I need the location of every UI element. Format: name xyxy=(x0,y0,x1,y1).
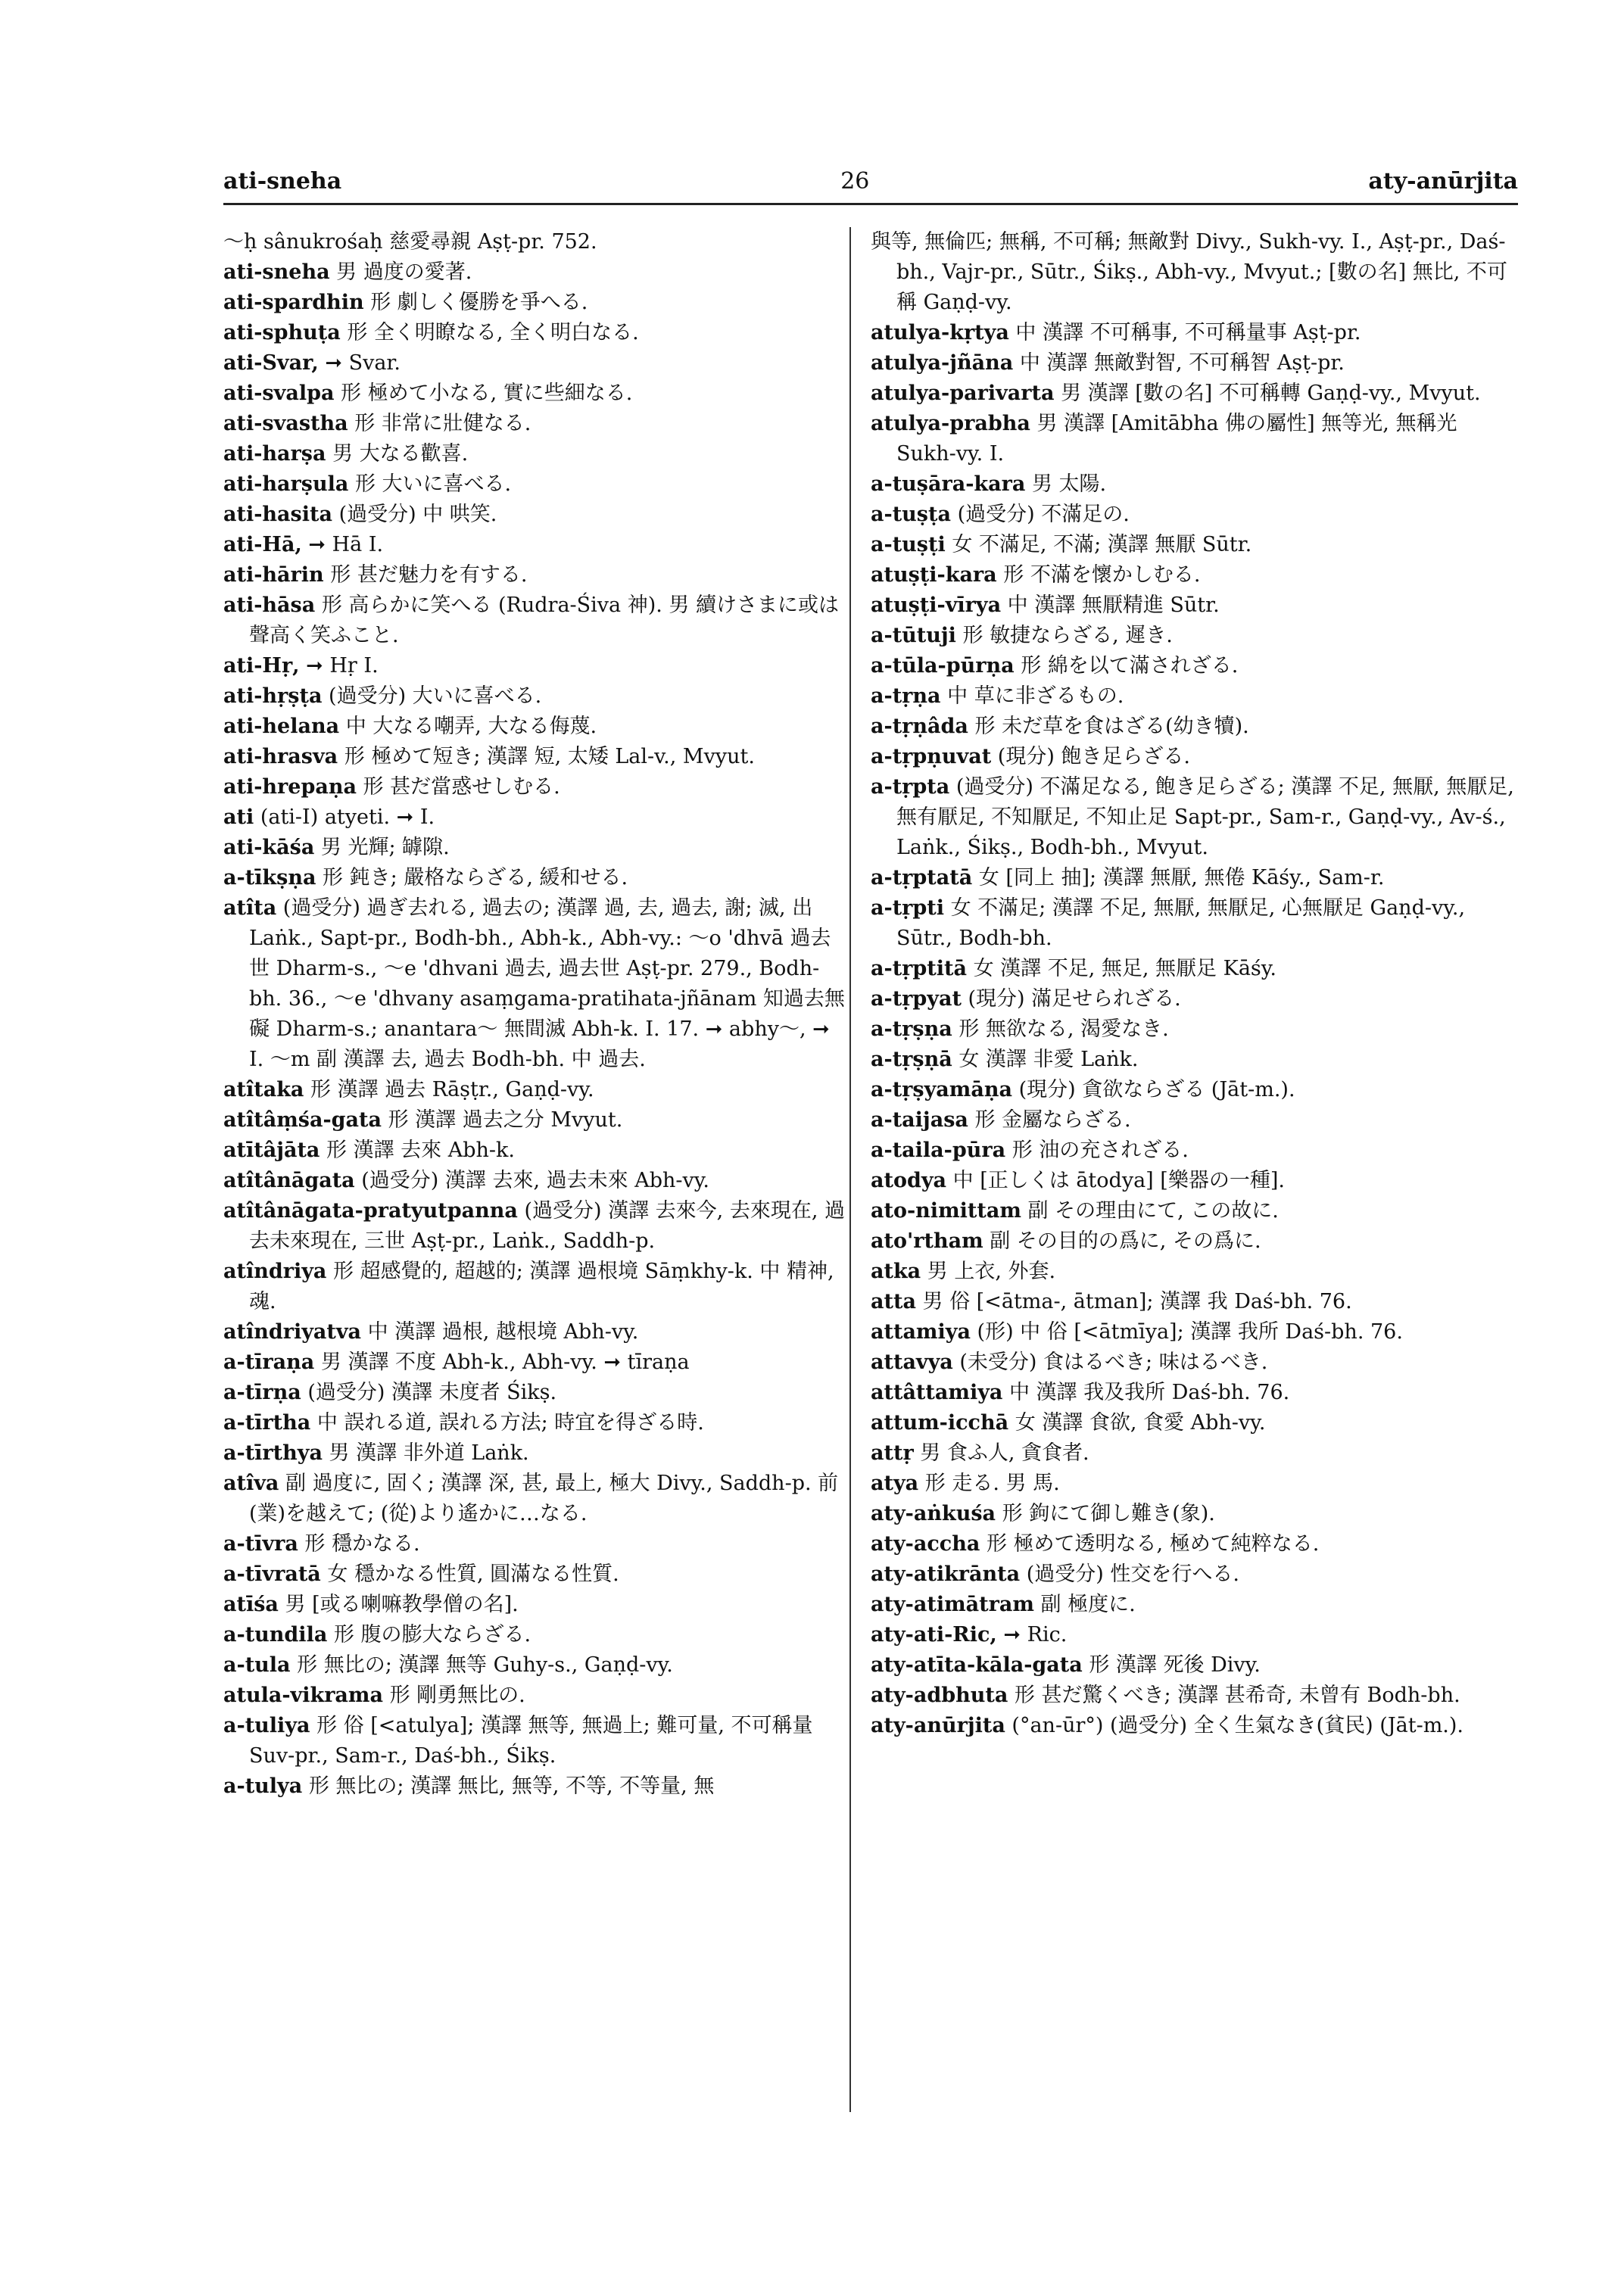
dictionary-entry xyxy=(871,1559,1514,1590)
dictionary-entry xyxy=(871,1014,1514,1045)
entry-definition: 形 漢譯 過去之分 Mvyut. xyxy=(382,1108,623,1132)
entry-headword: atta xyxy=(871,1290,916,1313)
dictionary-entry xyxy=(871,1378,1514,1408)
entry-definition: 副 その目的の爲に, その爲に. xyxy=(983,1229,1261,1253)
entry-definition: 女 漢譯 不足, 無足, 無厭足 Kāśy. xyxy=(966,957,1277,980)
dictionary-entry xyxy=(871,863,1514,893)
entry-headword: attamiya xyxy=(871,1320,971,1344)
dictionary-entry xyxy=(871,1287,1514,1317)
dictionary-entry xyxy=(223,1317,848,1347)
dictionary-entry xyxy=(871,621,1514,651)
entry-headword: atîta xyxy=(223,896,277,920)
dictionary-entry xyxy=(871,1499,1514,1529)
dictionary-entry xyxy=(871,1317,1514,1347)
entry-definition: (過受分) 中 哄笑. xyxy=(332,503,497,526)
entry-definition: 形 極めて小なる, 實に些細なる. xyxy=(334,382,633,405)
entry-definition: 形 大いに喜べる. xyxy=(348,472,512,496)
dictionary-entry xyxy=(223,742,848,772)
entry-definition: 副 その理由にて, この故に. xyxy=(1021,1199,1279,1223)
entry-definition: 形 漢譯 死後 Divy. xyxy=(1082,1653,1261,1677)
entry-definition: 形 超感覺的, 超越的; 漢譯 過根境 Sāṃkhy-k. 中 精神, 魂. xyxy=(249,1260,834,1313)
dictionary-entry xyxy=(871,227,1514,318)
entry-definition: 女 不滿足, 不滿; 漢譯 無厭 Sūtr. xyxy=(945,533,1252,556)
entry-definition: (過受分) 不滿足の. xyxy=(950,503,1130,526)
entry-definition: (現分) 貪欲ならざる (Jāt-m.). xyxy=(1011,1078,1295,1101)
entry-headword: attavya xyxy=(871,1351,953,1374)
entry-definition: 男 [或る喇嘛教學僧の名]. xyxy=(278,1593,519,1616)
dictionary-entry xyxy=(871,1529,1514,1559)
page-header xyxy=(223,168,1518,206)
entry-headword: a-tuliya xyxy=(223,1714,310,1737)
entry-definition: 中 大なる嘲弄, 大なる侮蔑. xyxy=(339,715,597,738)
dictionary-entry xyxy=(871,469,1514,500)
dictionary-entry xyxy=(871,590,1514,621)
dictionary-entry xyxy=(223,1075,848,1105)
dictionary-entry xyxy=(871,712,1514,742)
dictionary-entry xyxy=(223,1105,848,1136)
entry-headword: ati-spardhin xyxy=(223,291,364,314)
entry-definition: (ati-I) atyeti. ➞ I. xyxy=(254,805,435,829)
entry-definition: 形 綿を以て滿されざる. xyxy=(1014,654,1239,678)
entry-definition: 形 甚だ魅力を有する. xyxy=(323,563,528,587)
entry-headword: ati-hrepaṇa xyxy=(223,775,357,799)
entry-definition: 形 全く明瞭なる, 全く明白なる. xyxy=(340,321,639,344)
entry-definition: 男 食ふ人, 貪食者. xyxy=(913,1441,1089,1465)
dictionary-entry xyxy=(871,1408,1514,1438)
entry-definition: (現分) 滿足せられざる. xyxy=(961,987,1181,1011)
dictionary-entry xyxy=(223,227,848,257)
entry-headword: atîtâṃśa-gata xyxy=(223,1108,382,1132)
entry-headword: a-tuṣṭa xyxy=(871,503,951,526)
dictionary-entry xyxy=(871,651,1514,681)
entry-definition: 形 極めて短き; 漢譯 短, 太矮 Lal-v., Mvyut. xyxy=(338,745,755,768)
entry-headword: attâttamiya xyxy=(871,1381,1003,1404)
entry-definition: 形 未だ草を食はざる(幼き犢). xyxy=(968,715,1249,738)
dictionary-entry xyxy=(871,409,1514,469)
entry-headword: atulya-parivarta xyxy=(871,382,1055,405)
entry-headword: attṛ xyxy=(871,1441,914,1465)
entry-headword: aty-anūrjita xyxy=(871,1714,1005,1737)
entry-headword: atîndriya xyxy=(223,1260,327,1283)
header-left-guideword: ati-sneha xyxy=(223,168,342,195)
entry-headword: ati xyxy=(223,805,254,829)
dictionary-entry xyxy=(223,1469,848,1529)
entry-definition: 形 穩かなる. xyxy=(298,1532,420,1556)
entry-definition: 〜ḥ sânukrośaḥ 慈愛尋親 Aṣṭ-pr. 752. xyxy=(223,230,597,254)
entry-headword: a-tṛpti xyxy=(871,896,945,920)
entry-headword: a-tṛṣyamāṇa xyxy=(871,1078,1012,1101)
dictionary-entry xyxy=(871,1196,1514,1226)
entry-definition: 與等, 無倫匹; 無稱, 不可稱; 無敵對 Divy., Sukh-vy. I., Aṣṭ-pr., Daś-bh., Vajr-pr., Sūtr., Śikṣ., Abh-vy., Mvyut.; [數の名] 無比, 不可稱 Gaṇḍ-vy. xyxy=(871,230,1507,314)
entry-headword: a-tūtuji xyxy=(871,624,956,647)
entry-definition: 形 敏捷ならざる, 遲き. xyxy=(955,624,1173,647)
entry-headword: atodya xyxy=(871,1169,947,1192)
dictionary-entry xyxy=(223,1681,848,1711)
entry-headword: atya xyxy=(871,1472,919,1495)
entry-definition: 形 劇しく優勝を爭へる. xyxy=(363,291,588,314)
entry-definition: (過受分) 漢譯 去來今, 去來現在, 過去未來現在, 三世 Aṣṭ-pr., Laṅk., Saddh-p. xyxy=(249,1199,846,1253)
entry-definition: 形 剛勇無比の. xyxy=(383,1684,525,1707)
dictionary-entry xyxy=(871,1045,1514,1075)
entry-headword: ato'rtham xyxy=(871,1229,983,1253)
entry-definition: 中 漢譯 不可稱事, 不可稱量事 Aṣṭ-pr. xyxy=(1008,321,1361,344)
dictionary-entry xyxy=(871,1620,1514,1650)
entry-headword: atulya-kṛtya xyxy=(871,321,1009,344)
entry-headword: aty-adbhuta xyxy=(871,1684,1008,1707)
dictionary-entry xyxy=(223,1408,848,1438)
entry-headword: atîtânāgata-pratyutpanna xyxy=(223,1199,518,1223)
entry-definition: 副 過度に, 固く; 漢譯 深, 甚, 最上, 極大 Divy., Saddh-p. 前 (業)を越えて; (從)より遙かに…なる. xyxy=(249,1472,839,1525)
right-column xyxy=(871,227,1514,1741)
entry-definition: 中 漢譯 無敵對智, 不可稱智 Aṣṭ-pr. xyxy=(1013,351,1345,375)
entry-headword: a-tṛṣṇā xyxy=(871,1048,952,1071)
entry-definition: 形 高らかに笑へる (Rudra-Śiva 神). 男 續けさまに或は聲高く笑ふこと. xyxy=(249,594,840,647)
entry-headword: a-tṛṇa xyxy=(871,684,941,708)
entry-headword: a-tula xyxy=(223,1653,291,1677)
entry-headword: aty-aṅkuśa xyxy=(871,1502,996,1525)
dictionary-entry xyxy=(223,348,848,379)
entry-headword: a-tṛpṇuvat xyxy=(871,745,992,768)
entry-headword: a-tūla-pūrṇa xyxy=(871,654,1015,678)
dictionary-entry xyxy=(871,500,1514,530)
dictionary-entry xyxy=(223,863,848,893)
entry-definition: 中 漢譯 我及我所 Daś-bh. 76. xyxy=(1002,1381,1290,1404)
entry-definition: 男 漢譯 [數の名] 不可稱轉 Gaṇḍ-vy., Mvyut. xyxy=(1054,382,1481,405)
dictionary-entry xyxy=(871,1105,1514,1136)
entry-headword: a-tīraṇa xyxy=(223,1351,315,1374)
entry-definition: ➞ Hṛ I. xyxy=(299,654,379,678)
entry-definition: 形 不滿を懷かしむる. xyxy=(996,563,1201,587)
dictionary-entry xyxy=(871,1166,1514,1196)
dictionary-entry xyxy=(223,681,848,712)
entry-headword: a-tīrthya xyxy=(223,1441,323,1465)
dictionary-entry xyxy=(871,348,1514,379)
entry-headword: a-tīrtha xyxy=(223,1411,311,1435)
entry-definition: ➞ Ric. xyxy=(996,1623,1068,1647)
entry-headword: a-tṛpta xyxy=(871,775,950,799)
entry-headword: atuṣṭi-kara xyxy=(871,563,997,587)
entry-definition: 副 極度に. xyxy=(1033,1593,1136,1616)
entry-definition: ➞ Svar. xyxy=(318,351,401,375)
entry-definition: (過受分) 過ぎ去れる, 過去の; 漢譯 過, 去, 過去, 謝; 滅, 出 Laṅk., Sapt-pr., Bodh-bh., Abh-k., Abh-vy.: 〜o 'dhvā 過去世 Dharm-s., 〜e 'dhvani 過去, 過去世 Aṣṭ-pr. 279., Bodh-bh. 36., 〜e 'dhvany asaṃgama-pratihata-jñānam 知過去無礙 Dharm-s.; anantara〜 無間滅 Abh-k. I. 17. ➞ abhy〜, ➞ I. 〜m 副 漢譯 去, 過去 Bodh-bh. 中 過去. xyxy=(249,896,845,1071)
entry-definition: 中 漢譯 過根, 越根境 Abh-vy. xyxy=(361,1320,639,1344)
dictionary-entry xyxy=(871,893,1514,954)
dictionary-entry xyxy=(223,409,848,439)
dictionary-entry xyxy=(871,1650,1514,1681)
entry-headword: a-tīvratā xyxy=(223,1562,321,1586)
page-number: 26 xyxy=(840,168,870,195)
dictionary-entry xyxy=(871,1469,1514,1499)
dictionary-entry xyxy=(223,1711,848,1771)
column-divider xyxy=(849,227,851,2112)
entry-definition: 形 極めて透明なる, 極めて純粹なる. xyxy=(980,1532,1320,1556)
dictionary-entry xyxy=(223,1257,848,1317)
dictionary-entry xyxy=(871,379,1514,409)
entry-headword: aty-ati-Ric, xyxy=(871,1623,997,1647)
entry-headword: atītâjāta xyxy=(223,1139,320,1162)
entry-headword: ati-harṣa xyxy=(223,442,326,466)
dictionary-entry xyxy=(871,1226,1514,1257)
dictionary-entry xyxy=(871,1590,1514,1620)
dictionary-entry xyxy=(871,1136,1514,1166)
entry-headword: atîtaka xyxy=(223,1078,304,1101)
dictionary-entry xyxy=(871,1075,1514,1105)
entry-headword: atuṣṭi-vīrya xyxy=(871,594,1002,617)
entry-headword: ati-helana xyxy=(223,715,340,738)
entry-headword: ati-sneha xyxy=(223,260,330,284)
entry-headword: atula-vikrama xyxy=(223,1684,383,1707)
dictionary-entry xyxy=(223,1590,848,1620)
entry-headword: ati-hārin xyxy=(223,563,324,587)
entry-headword: ati-svastha xyxy=(223,412,348,435)
dictionary-entry xyxy=(871,1257,1514,1287)
dictionary-entry xyxy=(871,681,1514,712)
entry-definition: (過受分) 性交を行へる. xyxy=(1020,1562,1239,1586)
entry-headword: a-tuṣāra-kara xyxy=(871,472,1026,496)
dictionary-entry xyxy=(223,772,848,802)
entry-definition: (過受分) 不滿足なる, 飽き足らざる; 漢譯 不足, 無厭, 無厭足, 無有厭足, 不知厭足, 不知止足 Sapt-pr., Sam-r., Gaṇḍ-vy., Av-ś., Laṅk., Śikṣ., Bodh-bh., Mvyut. xyxy=(896,775,1514,859)
dictionary-entry xyxy=(871,742,1514,772)
entry-definition: 女 不滿足; 漢譯 不足, 無厭, 無厭足, 心無厭足 Gaṇḍ-vy., Sūtr., Bodh-bh. xyxy=(896,896,1466,950)
entry-headword: atîndriyatva xyxy=(223,1320,362,1344)
entry-headword: a-tuṣṭi xyxy=(871,533,946,556)
entry-definition: (過受分) 漢譯 未度者 Śikṣ. xyxy=(301,1381,557,1404)
entry-definition: 男 大なる歡喜. xyxy=(326,442,469,466)
entry-definition: 男 上衣, 外套. xyxy=(921,1260,1056,1283)
entry-definition: 男 俗 [<ātma-, ātman]; 漢譯 我 Daś-bh. 76. xyxy=(915,1290,1352,1313)
entry-headword: ati-Hā, xyxy=(223,533,302,556)
entry-definition: 形 甚だ驚くべき; 漢譯 甚希奇, 未曾有 Bodh-bh. xyxy=(1008,1684,1460,1707)
dictionary-entry xyxy=(223,318,848,348)
entry-definition: 男 太陽. xyxy=(1025,472,1107,496)
dictionary-entry xyxy=(223,1347,848,1378)
entry-definition: 男 過度の愛著. xyxy=(329,260,472,284)
dictionary-entry xyxy=(223,530,848,560)
entry-headword: attum-icchā xyxy=(871,1411,1009,1435)
dictionary-entry xyxy=(871,318,1514,348)
dictionary-entry xyxy=(871,1347,1514,1378)
entry-definition: 形 漢譯 過去 Rāṣṭr., Gaṇḍ-vy. xyxy=(304,1078,594,1101)
entry-headword: ato-nimittam xyxy=(871,1199,1021,1223)
dictionary-entry xyxy=(223,379,848,409)
dictionary-entry xyxy=(223,560,848,590)
dictionary-entry xyxy=(223,833,848,863)
dictionary-entry xyxy=(871,954,1514,984)
dictionary-entry xyxy=(223,1559,848,1590)
dictionary-entry xyxy=(223,500,848,530)
entry-definition: 中 [正しくは ātodya] [樂器の一種]. xyxy=(946,1169,1285,1192)
dictionary-entry xyxy=(223,1438,848,1469)
entry-definition: 形 鉤にて御し難き(象). xyxy=(996,1502,1215,1525)
entry-definition: ➞ Hā I. xyxy=(301,533,384,556)
entry-headword: atka xyxy=(871,1260,921,1283)
entry-definition: 女 漢譯 食欲, 食愛 Abh-vy. xyxy=(1008,1411,1266,1435)
entry-headword: aty-atikrānta xyxy=(871,1562,1021,1586)
entry-definition: (現分) 飽き足らざる. xyxy=(991,745,1191,768)
dictionary-entry xyxy=(223,1650,848,1681)
entry-headword: a-tṛpyat xyxy=(871,987,962,1011)
entry-headword: a-taila-pūra xyxy=(871,1139,1006,1162)
entry-headword: atulya-jñāna xyxy=(871,351,1014,375)
dictionary-entry xyxy=(871,1711,1514,1741)
dictionary-entry xyxy=(223,1196,848,1257)
entry-headword: ati-harṣula xyxy=(223,472,349,496)
dictionary-entry xyxy=(223,469,848,500)
entry-definition: 形 非常に壯健なる. xyxy=(348,412,531,435)
entry-definition: 中 漢譯 無厭精進 Sūtr. xyxy=(1001,594,1220,617)
entry-headword: a-tṛptitā xyxy=(871,957,967,980)
dictionary-entry xyxy=(223,1771,848,1802)
entry-definition: (過受分) 漢譯 去來, 過去未來 Abh-vy. xyxy=(354,1169,710,1192)
entry-headword: aty-atīta-kāla-gata xyxy=(871,1653,1083,1677)
entry-definition: 女 漢譯 非愛 Laṅk. xyxy=(952,1048,1139,1071)
entry-headword: ati-hṛṣṭa xyxy=(223,684,323,708)
entry-headword: a-tṛṣṇa xyxy=(871,1017,952,1041)
entry-headword: atîva xyxy=(223,1472,279,1495)
dictionary-entry xyxy=(871,1438,1514,1469)
entry-definition: (形) 中 俗 [<ātmīya]; 漢譯 我所 Daś-bh. 76. xyxy=(970,1320,1403,1344)
entry-headword: a-tīkṣṇa xyxy=(223,866,316,889)
dictionary-entry xyxy=(871,1681,1514,1711)
entry-headword: ati-Svar, xyxy=(223,351,319,375)
entry-headword: ati-hāsa xyxy=(223,594,316,617)
dictionary-entry xyxy=(223,1529,848,1559)
dictionary-entry xyxy=(871,772,1514,863)
header-right-guideword: aty-anūrjita xyxy=(1368,168,1518,195)
entry-definition: (°an-ūr°) (過受分) 全く生氣なき(貧民) (Jāt-m.). xyxy=(1005,1714,1464,1737)
dictionary-entry xyxy=(223,1620,848,1650)
entry-definition: 形 油の充されざる. xyxy=(1005,1139,1189,1162)
dictionary-entry xyxy=(223,893,848,1075)
entry-headword: ati-hasita xyxy=(223,503,332,526)
entry-headword: aty-atimātram xyxy=(871,1593,1034,1616)
entry-headword: a-taijasa xyxy=(871,1108,968,1132)
entry-definition: 男 漢譯 [Amitābha 佛の屬性] 無等光, 無稱光 Sukh-vy. I. xyxy=(896,412,1457,466)
entry-definition: 男 光輝; 罅隙. xyxy=(314,836,450,859)
dictionary-entry xyxy=(223,257,848,288)
dictionary-entry xyxy=(223,1136,848,1166)
dictionary-entry xyxy=(223,439,848,469)
entry-definition: 形 漢譯 去來 Abh-k. xyxy=(320,1139,515,1162)
entry-definition: 男 漢譯 不度 Abh-k., Abh-vy. ➞ tīraṇa xyxy=(314,1351,690,1374)
entry-definition: 中 草に非ざるもの. xyxy=(940,684,1124,708)
entry-headword: a-tṛptatā xyxy=(871,866,973,889)
entry-headword: a-tundila xyxy=(223,1623,328,1647)
entry-definition: 中 誤れる道, 誤れる方法; 時宜を得ざる時. xyxy=(310,1411,704,1435)
entry-definition: 形 俗 [<atulya]; 漢譯 無等, 無過上; 難可量, 不可稱量 Suv-pr., Sam-r., Daś-bh., Śikṣ. xyxy=(249,1714,813,1768)
entry-headword: a-tīrṇa xyxy=(223,1381,301,1404)
entry-headword: atîtânāgata xyxy=(223,1169,355,1192)
entry-headword: a-tulya xyxy=(223,1774,303,1798)
entry-headword: ati-kāśa xyxy=(223,836,315,859)
entry-headword: ati-Hṛ, xyxy=(223,654,300,678)
entry-definition: 形 金屬ならざる. xyxy=(968,1108,1131,1132)
dictionary-entry xyxy=(223,712,848,742)
entry-definition: 形 無欲なる, 渴愛なき. xyxy=(952,1017,1169,1041)
entry-definition: 形 腹の膨大ならざる. xyxy=(327,1623,531,1647)
entry-definition: 形 走る. 男 馬. xyxy=(918,1472,1060,1495)
entry-definition: 形 鈍き; 嚴格ならざる, 緩和せる. xyxy=(316,866,628,889)
entry-headword: atīśa xyxy=(223,1593,279,1616)
entry-definition: 女 [同上 抽]; 漢譯 無厭, 無倦 Kāśy., Sam-r. xyxy=(972,866,1385,889)
dictionary-entry xyxy=(223,651,848,681)
dictionary-entry xyxy=(871,530,1514,560)
entry-definition: 形 甚だ當惑せしむる. xyxy=(356,775,560,799)
entry-headword: aty-accha xyxy=(871,1532,980,1556)
entry-headword: ati-svalpa xyxy=(223,382,335,405)
dictionary-entry xyxy=(223,1378,848,1408)
entry-headword: ati-hrasva xyxy=(223,745,338,768)
dictionary-entry xyxy=(223,802,848,833)
header-rule xyxy=(223,203,1518,205)
dictionary-entry xyxy=(871,984,1514,1014)
entry-definition: (未受分) 食はるべき; 味はるべき. xyxy=(952,1351,1268,1374)
entry-definition: 女 穩かなる性質, 圓滿なる性質. xyxy=(320,1562,619,1586)
entry-headword: atulya-prabha xyxy=(871,412,1030,435)
left-column xyxy=(223,227,848,1802)
entry-definition: (過受分) 大いに喜べる. xyxy=(322,684,542,708)
dictionary-entry xyxy=(223,590,848,651)
entry-definition: 男 漢譯 非外道 Laṅk. xyxy=(322,1441,529,1465)
entry-headword: a-tṛṇâda xyxy=(871,715,968,738)
entry-headword: a-tīvra xyxy=(223,1532,298,1556)
dictionary-entry xyxy=(223,288,848,318)
dictionary-entry xyxy=(871,560,1514,590)
entry-definition: 形 無比の; 漢譯 無比, 無等, 不等, 不等量, 無 xyxy=(302,1774,715,1798)
dictionary-entry xyxy=(223,1166,848,1196)
entry-definition: 形 無比の; 漢譯 無等 Guhy-s., Gaṇḍ-vy. xyxy=(290,1653,673,1677)
entry-headword: ati-sphuṭa xyxy=(223,321,341,344)
